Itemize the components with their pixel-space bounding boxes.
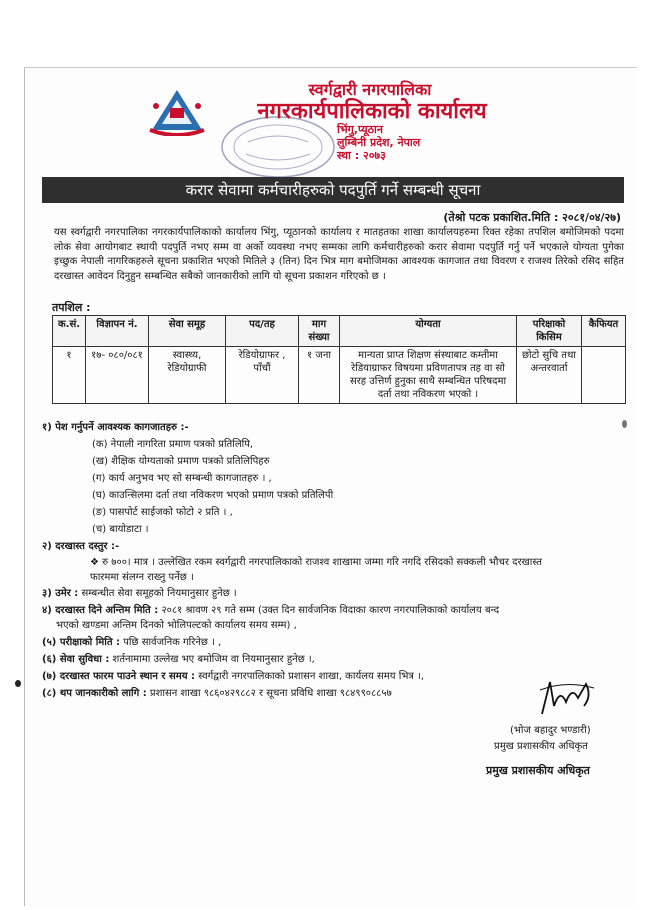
col-sn: क.सं.	[53, 316, 86, 347]
signatory-name: (भोज बहादुर भण्डारी)	[510, 725, 591, 736]
cell-advert-no: १७- ०८०/०८१	[86, 347, 149, 404]
office-address: भिंगु,प्यूठान लुम्बिनी प्रदेश, नेपाल स्था : २०७३	[337, 123, 421, 162]
table-header-row	[53, 316, 626, 347]
signatory-title: प्रमुख प्रशासकीय अधिकृत	[494, 741, 588, 752]
notice-title-banner: करार सेवामा कर्मचारीहरुको पदपुर्ति गर्ने सम्बन्धी सूचना	[42, 177, 624, 203]
col-post-level: पद/तह	[226, 316, 299, 347]
signature-mark	[536, 676, 598, 720]
cell-service-group: स्वास्थ्य, रेडियोग्राफी	[149, 347, 226, 404]
doc-item: (ङ) पासपोर्ट साईजको फोटो २ प्रति । ,	[92, 507, 233, 518]
facility-line: (६) सेवा सुविधा : शर्तनामामा उल्लेख भए बमोजिम वा नियमानुसार हुनेछ ।,	[42, 654, 315, 665]
cell-remarks	[582, 347, 626, 404]
doc-item: (क) नेपाली नागरिता प्रमाण पत्रको प्रतिलिपि,	[92, 439, 254, 450]
table-row	[53, 347, 626, 404]
form-place-line: (७) दरखास्त फारम पाउने स्थान र समय : स्वर्गद्वारी नगरपालिकाको प्रशासन शाखा, कार्यलय समय भित्र ।,	[42, 671, 425, 682]
docs-heading: १) पेश गर्नुपर्ने आवश्यक कागजातहरु :-	[42, 422, 189, 433]
signatory-stamp: प्रमुख प्रशासकीय अधिकृत	[486, 764, 590, 777]
age-line: ३) उमेर : सम्बन्धीत सेवा समूहको नियमानुसार हुनेछ ।	[42, 588, 237, 599]
fee-text: ❖ रु ७००। मात्र । उल्लेखित रकम स्वर्गद्वारी नगरपालिकाको राजश्व शाखामा जम्मा गरि नगदि रसिदको सक्कली भौचर दरखास्त	[90, 557, 542, 568]
exam-date-line: (५) परीक्षाको मिति : पछि सार्वजनिक गरिनेछ । ,	[42, 637, 222, 648]
deadline-line: ४) दरखास्त दिने अन्तिम मिति : २०८१ श्रावण २९ गते सम्म (उक्त दिन सार्वजनिक विदाका कारण नगरपालिकाको कार्यालय बन्द	[42, 605, 500, 616]
scan-speck	[622, 420, 627, 428]
cell-post-level: रेडियोग्राफर , पाँचौं	[226, 347, 299, 404]
col-remarks: कैफियत	[582, 316, 626, 347]
municipality-name: स्वर्गद्वारी नगरपालिका	[308, 80, 432, 99]
col-demand: माग संख्या	[299, 316, 340, 347]
nepal-emblem-icon	[148, 84, 206, 136]
tapashil-label: तपशिल :	[52, 301, 91, 314]
publication-date: (तेश्रो पटक प्रकाशित.मिति : २०८१/०४/२७)	[443, 211, 621, 224]
cell-exam-type: छोटो सुचि तथा अन्तरवार्ता	[517, 347, 582, 404]
scan-speck	[15, 680, 21, 687]
fee-heading: २) दरखास्त दस्तुर :-	[42, 541, 120, 552]
col-service-group: सेवा समूह	[149, 316, 226, 347]
cell-qualification: मान्यता प्राप्त शिक्षण संस्थाबाट कम्तीमा रेडियाग्राफर विषयमा प्रविणतापत्र तह वा सो सरह उत्तिर्ण हुनुका साथै सम्बन्धित परिषदमा दर्ता तथा नविकरण भएको ।	[340, 347, 517, 404]
doc-item: (च) बायोडाटा ।	[92, 524, 149, 535]
info-line: (८) थप जानकारीको लागि : प्रशासन शाखा ९८६०४२९८८२ र सूचना प्रविधि शाखा ९८४९९०८८५७	[42, 688, 392, 699]
intro-paragraph: यस स्वर्गद्वारी नगरपालिका नगरकार्यपालिकाको कार्यालय भिंगु, प्यूठानको कार्यालय र मातहतका शाखा कार्यालयहरुमा रिक्त रहेका तपशिल बमोजिमको पदमा लोक सेवा आयोगबाट स्थायी पदपुर्ति नभए सम्म वा अर्को व्यवस्था नभए सम्मका लागि कर्मचारीहरुको करार सेवामा पदपुर्ति गर्नु पर्ने भएकाले योग्यता पुगेका इच्छुक नेपाली नागरिकहरुले सूचना प्रकाशित भएको मितिले ३ (तिन) दिन भित्र माग बमोजिमका आवश्यक कागजात तथा विवरण र राजश्व तिरेको रसिद सहित दरखास्त आवेदन दिनुहुन सम्बन्धित सबैको जानकारीको लागि यो सूचना प्रकाशन गरिएको छ ।	[54, 227, 624, 282]
doc-item: (घ) काउन्सिलमा दर्ता तथा नविकरण भएको प्रमाण पत्रको प्रतिलिपी	[92, 490, 334, 501]
fee-text-cont: फारममा संलग्न राख्नु पर्नेछ ।	[90, 572, 194, 583]
cell-demand: १ जना	[299, 347, 340, 404]
col-exam-type: परिक्षाको किसिम	[517, 316, 582, 347]
deadline-line-cont: भएको खण्डमा अन्तिम दिनको भोलिपल्टको कार्यालय समय सम्म) ,	[56, 620, 297, 631]
col-advert-no: विज्ञापन नं.	[86, 316, 149, 347]
vacancy-table	[52, 315, 626, 404]
office-title: नगरकार्यपालिकाको कार्यालय	[257, 99, 487, 124]
doc-item: (ग) कार्य अनुभव भए सो सम्बन्धी कागजातहरु । ,	[92, 473, 272, 484]
col-qualification: योग्यता	[340, 316, 517, 347]
cell-sn: १	[53, 347, 86, 404]
doc-item: (ख) शैक्षिक योग्यताको प्रमाण पत्रको प्रतिलिपिहरु	[92, 456, 270, 467]
